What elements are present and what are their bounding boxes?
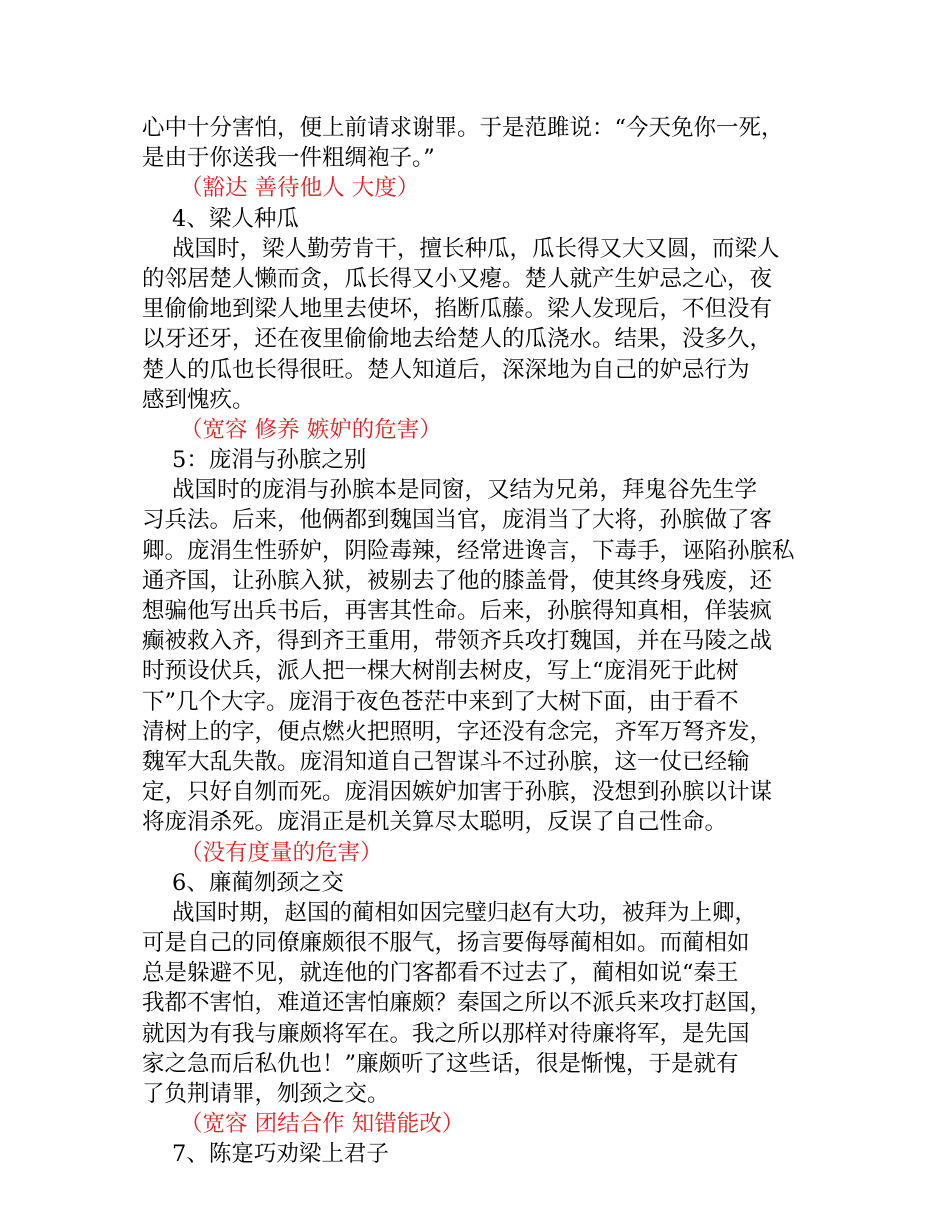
annotation-line: （没有度量的危害） xyxy=(180,839,383,866)
text-line: 定，只好自刎而死。庞涓因嫉妒加害于孙膑，没想到孙膑以计谋 xyxy=(142,779,773,806)
text-line: 想骗他写出兵书后，再害其性命。后来，孙膑得知真相，佯装疯 xyxy=(142,598,773,624)
paragraph-first-line: 战国时，梁人勤劳肯干，擅长种瓜，瓜长得又大又圆，而梁人 xyxy=(172,235,780,262)
text-line: 里偷偷地到梁人地里去使坏，掐断瓜藤。梁人发现后，不但没有 xyxy=(142,296,773,323)
text-line: 就因为有我与廉颇将军在。我之所以那样对待廉将军，是先国 xyxy=(142,1020,750,1047)
text-line: 可是自己的同僚廉颇很不服气，扬言要侮辱蔺相如。而蔺相如 xyxy=(142,930,750,957)
text-line: 心中十分害怕，便上前请求谢罪。于是范雎说：“今天免你一死， xyxy=(142,115,784,141)
text-line: 癫被救入齐，得到齐王重用，带领齐兵攻打魏国，并在马陵之战 xyxy=(142,628,773,655)
text-line: 总是躲避不见，就连他的门客都看不过去了，蔺相如说“秦王 xyxy=(142,960,739,987)
text-line: 的邻居楚人懒而贪，瓜长得又小又瘪。楚人就产生妒忌之心，夜 xyxy=(142,265,773,292)
text-line: 习兵法。后来，他俩都到魏国当官，庞涓当了大将，孙膑做了客 xyxy=(142,507,773,534)
text-line: 魏军大乱失散。庞涓知道自己智谋斗不过孙膑，这一仗已经输 xyxy=(142,748,750,775)
text-line: 感到愧疚。 xyxy=(142,386,255,413)
paragraph-first-line: 战国时的庞涓与孙膑本是同窗，又结为兄弟，拜鬼谷先生学 xyxy=(172,477,758,504)
annotation-line: （豁达 善待他人 大度） xyxy=(180,175,420,202)
section-heading: 7、陈寔巧劝梁上君子 xyxy=(172,1141,389,1168)
paragraph-first-line: 战国时期，赵国的蔺相如因完璧归赵有大功，被拜为上卿， xyxy=(172,899,758,926)
section-heading: 5：庞涓与孙膑之别 xyxy=(172,447,367,474)
text-line: 我都不害怕，难道还害怕廉颇？秦国之所以不派兵来攻打赵国， xyxy=(142,990,773,1017)
text-line: 时预设伏兵，派人把一棵大树削去树皮，写上“庞涓死于此树 xyxy=(142,658,739,685)
text-line: 清树上的字，便点燃火把照明，字还没有念完，齐军万弩齐发， xyxy=(142,718,773,745)
text-line: 家之急而后私仇也！”廉颇听了这些话，很是惭愧，于是就有 xyxy=(142,1050,739,1077)
text-line: 是由于你送我一件粗绸袍子。” xyxy=(142,145,435,172)
annotation-line: （宽容 团结合作 知错能改） xyxy=(180,1111,465,1138)
text-line: 卿。庞涓生性骄妒，阴险毒辣，经常进谗言，下毒手，诬陷孙膑私 xyxy=(142,537,795,564)
document-body xyxy=(142,113,812,1170)
annotation-line: （宽容 修养 嫉妒的危害） xyxy=(180,416,442,443)
section-heading: 6、廉蔺刎颈之交 xyxy=(172,869,344,896)
text-line: 下”几个大字。庞涓于夜色苍茫中来到了大树下面，由于看不 xyxy=(142,688,739,715)
text-line: 通齐国，让孙膑入狱，被剔去了他的膝盖骨，使其终身残废，还 xyxy=(142,567,773,594)
text-line: 以牙还牙，还在夜里偷偷地去给楚人的瓜浇水。结果，没多久， xyxy=(142,326,773,353)
section-heading: 4、梁人种瓜 xyxy=(172,205,299,232)
text-line: 了负荆请罪，刎颈之交。 xyxy=(142,1081,390,1107)
text-line: 楚人的瓜也长得很旺。楚人知道后，深深地为自己的妒忌行为 xyxy=(142,356,750,383)
text-line: 将庞涓杀死。庞涓正是机关算尽太聪明，反误了自己性命。 xyxy=(142,809,728,836)
